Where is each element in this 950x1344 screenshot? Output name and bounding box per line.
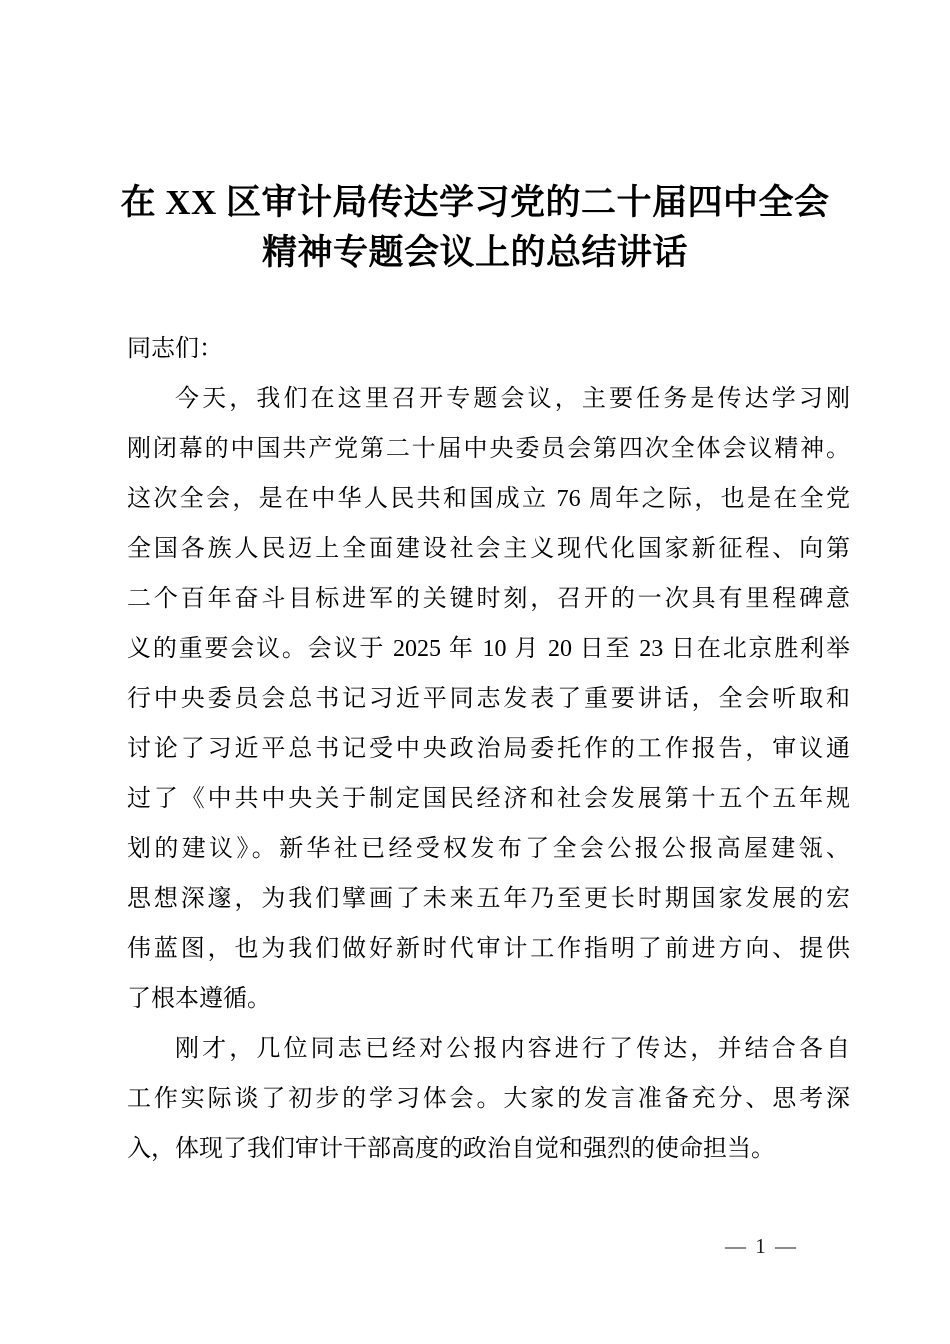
document-title xyxy=(60,0,890,278)
body-line: 伟蓝图，也为我们做好新时代审计工作指明了前进方向、提供 xyxy=(127,936,850,962)
body-line: 这次全会，是在中华人民共和国成立 76 周年之际，也是在全党 xyxy=(127,486,850,512)
salutation: 同志们： xyxy=(127,336,223,362)
body-line: 二个百年奋斗目标进军的关键时刻，召开的一次具有里程碑意 xyxy=(127,586,850,612)
body-line: 行中央委员会总书记习近平同志发表了重要讲话，全会听取和 xyxy=(127,686,850,712)
body-line: 今天，我们在这里召开专题会议，主要任务是传达学习刚 xyxy=(175,386,850,412)
body-line: 刚才，几位同志已经对公报内容进行了传达，并结合各自 xyxy=(175,1036,850,1062)
body-line: 划的建议》。新华社已经受权发布了全会公报公报高屋建瓴、 xyxy=(127,836,850,862)
document-body xyxy=(127,324,850,1174)
body-line: 义的重要会议。会议于 2025 年 10 月 20 日至 23 日在北京胜利举 xyxy=(127,636,850,662)
body-line: 了根本遵循。 xyxy=(127,986,271,1012)
body-line: 工作实际谈了初步的学习体会。大家的发言准备充分、思考深 xyxy=(127,1086,850,1112)
document-title-line-2: 精神专题会议上的总结讲话 xyxy=(261,233,688,272)
body-line: 讨论了习近平总书记受中央政治局委托作的工作报告，审议通 xyxy=(127,736,850,762)
body-line: 过了《中共中央关于制定国民经济和社会发展第十五个五年规 xyxy=(127,786,850,812)
body-line: 思想深邃，为我们擘画了未来五年乃至更长时期国家发展的宏 xyxy=(127,886,850,912)
page-number: — 1 — xyxy=(725,1234,798,1258)
document-title-line-1: 在 XX 区审计局传达学习党的二十届四中全会 xyxy=(120,183,830,222)
body-line: 全国各族人民迈上全面建设社会主义现代化国家新征程、向第 xyxy=(127,536,850,562)
body-line: 刚闭幕的中国共产党第二十届中央委员会第四次全体会议精神。 xyxy=(127,436,850,462)
body-line: 入，体现了我们审计干部高度的政治自觉和强烈的使命担当。 xyxy=(127,1136,775,1162)
